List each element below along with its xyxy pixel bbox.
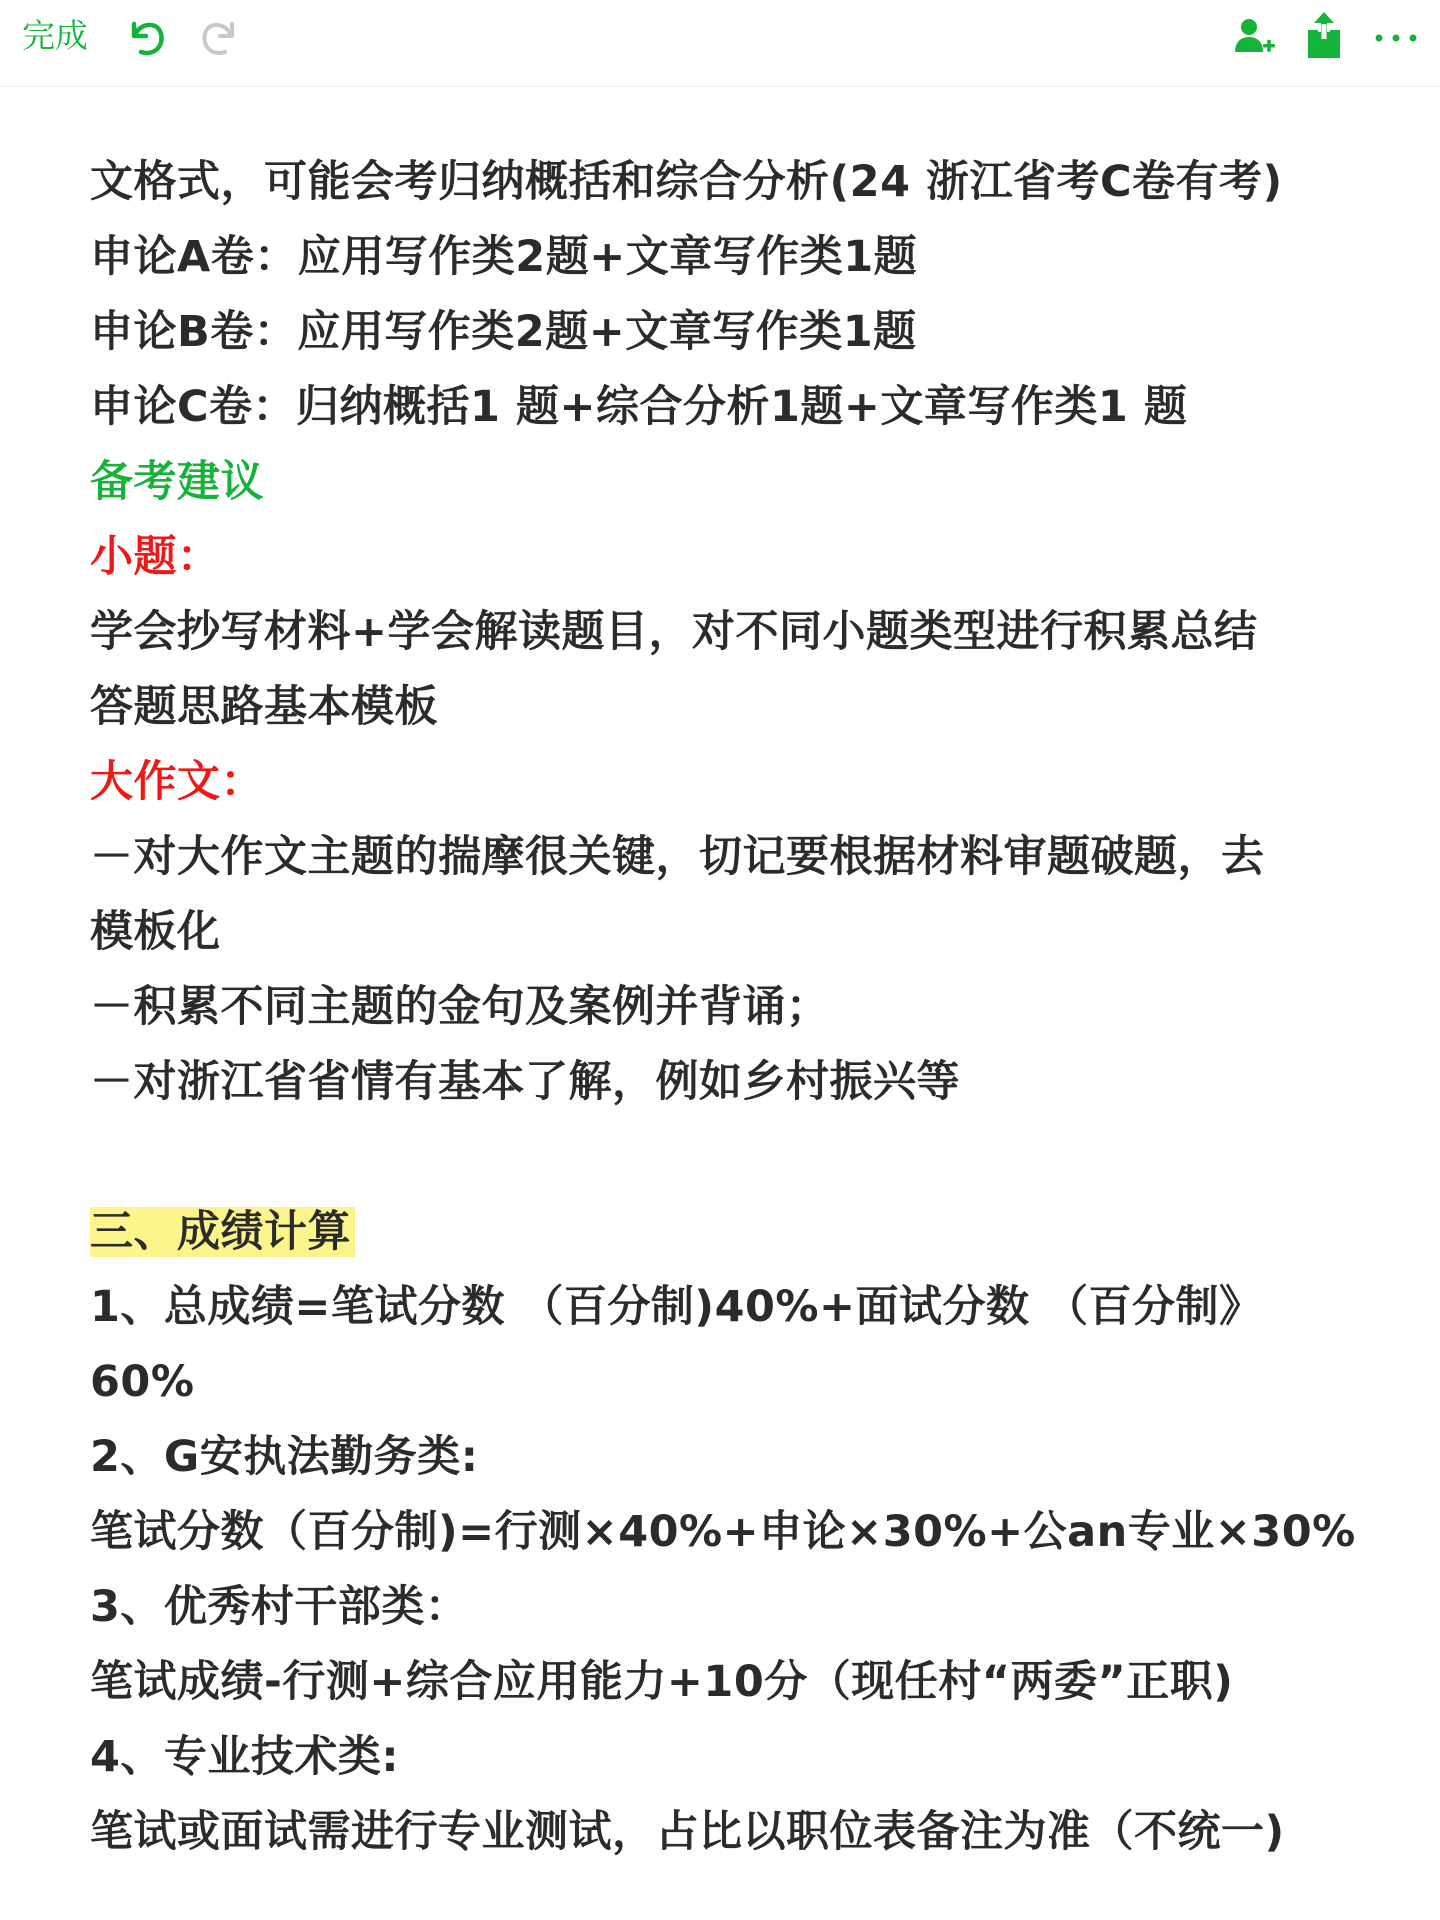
more-icon[interactable] bbox=[1370, 14, 1422, 58]
redo-icon bbox=[198, 14, 240, 58]
subheading-small-questions: 小题： bbox=[90, 532, 221, 582]
note-line-essay-1: －对大作文主题的揣摩很关键，切记要根据材料审题破题，去 bbox=[90, 832, 1265, 882]
note-line-law-enforcement-formula: 笔试分数（百分制)=行测×40%+申论×30%+公an专业×30% bbox=[90, 1507, 1356, 1557]
note-line-paper-b: 申论B卷：应用写作类2题+文章写作类1题 bbox=[90, 307, 917, 357]
note-line-essay-2: －积累不同主题的金句及案例并背诵； bbox=[90, 982, 830, 1032]
note-line-essay-1-cont: 模板化 bbox=[90, 907, 221, 957]
note-line-paper-a: 申论A卷：应用写作类2题+文章写作类1题 bbox=[90, 232, 918, 282]
note-line-total-score: 1、总成绩=笔试分数 （百分制)40%+面试分数 （百分制》 bbox=[90, 1282, 1263, 1332]
done-button[interactable]: 完成 bbox=[22, 16, 88, 55]
note-line-small-q-1: 学会抄写材料+学会解读题目，对不同小题类型进行积累总结 bbox=[90, 607, 1258, 657]
note-line-law-enforcement: 2、G安执法勤务类: bbox=[90, 1432, 479, 1482]
note-line-village-cadre-formula: 笔试成绩-行测+综合应用能力+10分（现任村“两委”正职) bbox=[90, 1657, 1234, 1707]
note-line-small-q-2: 答题思路基本模板 bbox=[90, 682, 438, 732]
section-heading-score-calc bbox=[90, 1195, 1390, 1270]
note-body[interactable] bbox=[90, 145, 1390, 1870]
editor-toolbar bbox=[0, 0, 1440, 87]
note-line-essay-3: －对浙江省省情有基本了解，例如乡村振兴等 bbox=[90, 1057, 960, 1107]
note-line-total-score-cont: 60% bbox=[90, 1357, 195, 1407]
share-icon[interactable] bbox=[1302, 10, 1346, 60]
blank-line bbox=[90, 1120, 1390, 1195]
highlighted-heading: 三、成绩计算 bbox=[90, 1207, 355, 1257]
add-user-icon[interactable] bbox=[1232, 14, 1276, 58]
note-line-village-cadre: 3、优秀村干部类： bbox=[90, 1582, 469, 1632]
note-line-exam-format: 文格式，可能会考归纳概括和综合分析(24 浙江省考C卷有考) bbox=[90, 157, 1283, 207]
undo-icon[interactable] bbox=[126, 14, 168, 58]
section-heading-prep-advice: 备考建议 bbox=[90, 457, 264, 507]
note-line-technical-detail: 笔试或面试需进行专业测试，占比以职位表备注为准（不统一) bbox=[90, 1807, 1285, 1857]
subheading-essay: 大作文： bbox=[90, 757, 264, 807]
note-line-technical: 4、专业技术类: bbox=[90, 1732, 400, 1782]
note-line-paper-c: 申论C卷：归纳概括1 题+综合分析1题+文章写作类1 题 bbox=[90, 382, 1188, 432]
